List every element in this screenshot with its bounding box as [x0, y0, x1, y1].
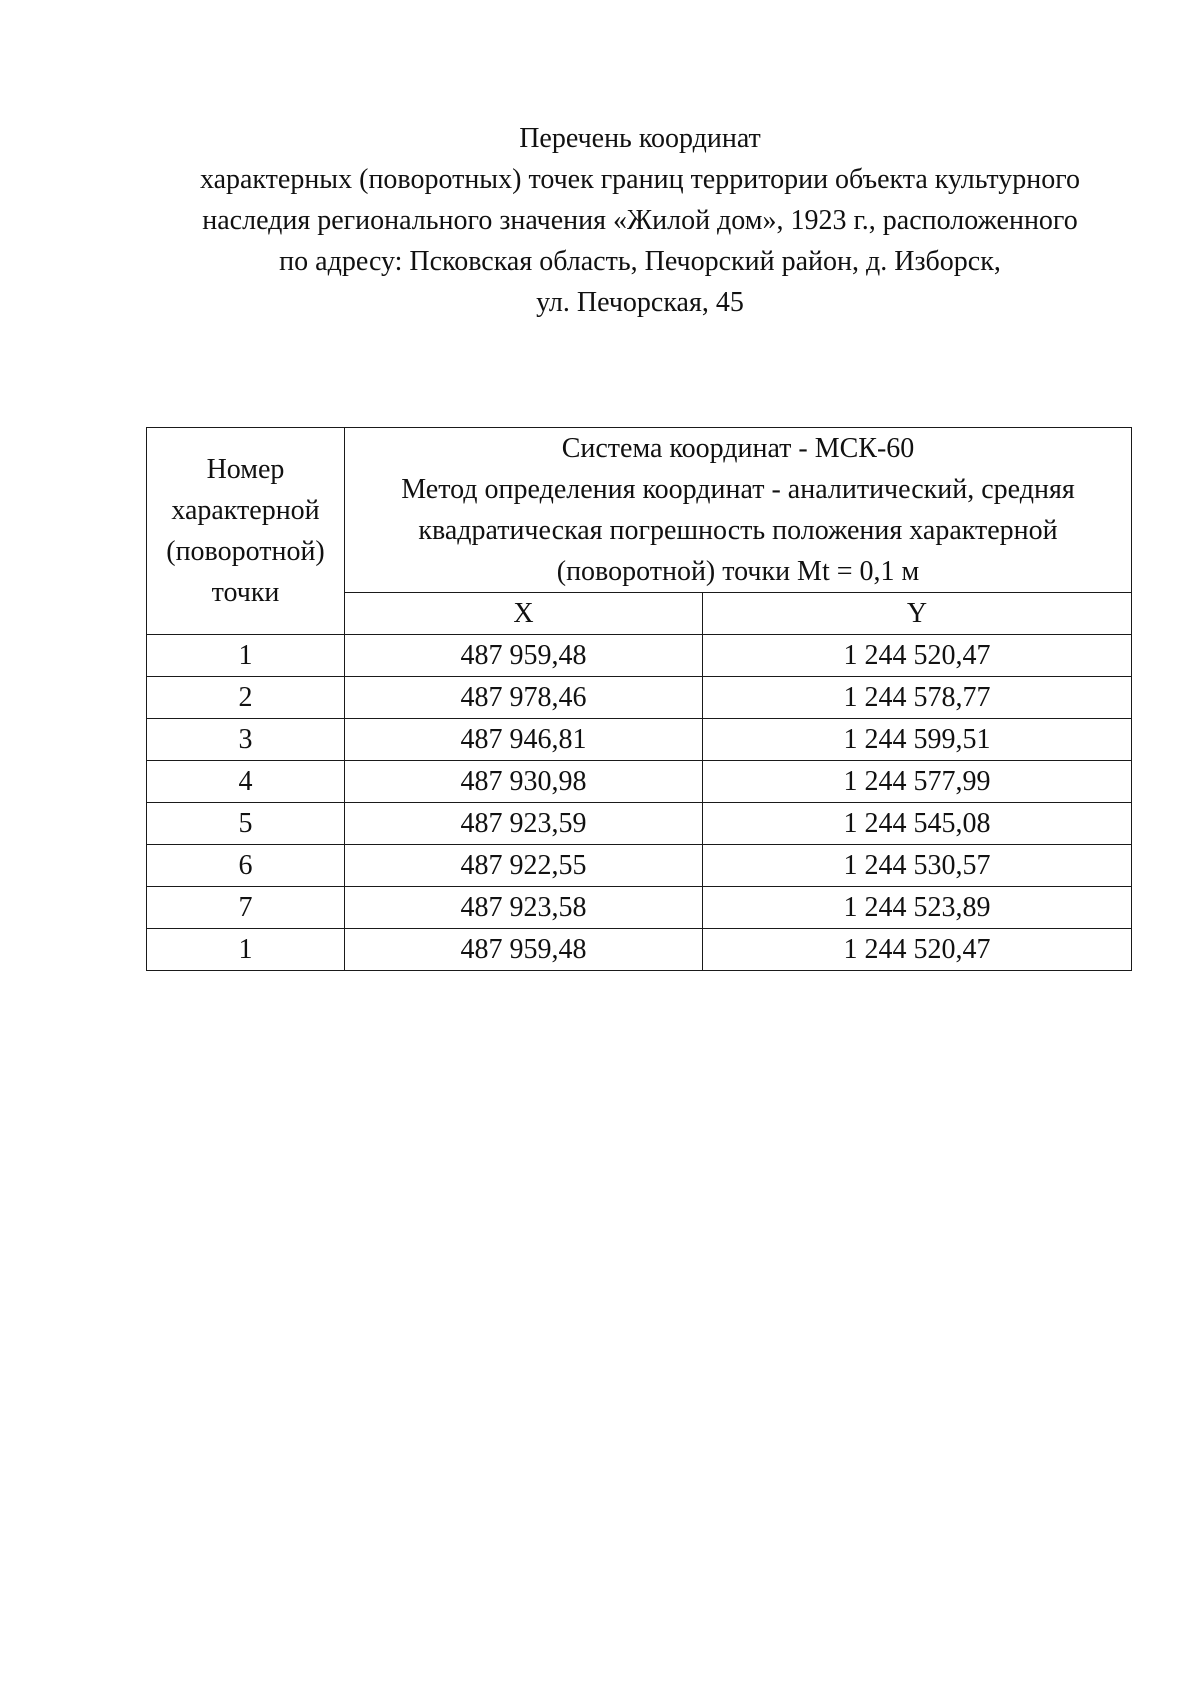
point-number-cell: 4: [147, 761, 345, 803]
table-row: [147, 677, 1132, 719]
x-coordinate-cell: 487 923,59: [345, 803, 703, 845]
heading-line: по адресу: Псковская область, Печорский район, д. Изборск,: [279, 246, 1001, 277]
point-number-header: [147, 428, 345, 635]
x-coordinate-cell: 487 923,58: [345, 887, 703, 929]
coordinates-table: [146, 427, 1132, 971]
y-coordinate-cell: 1 244 578,77: [703, 677, 1132, 719]
coordinate-system-header: [345, 428, 1132, 593]
header-line: (поворотной): [166, 536, 325, 567]
heading-line: ул. Печорская, 45: [536, 287, 744, 318]
x-coordinate-cell: 487 946,81: [345, 719, 703, 761]
point-number-cell: 2: [147, 677, 345, 719]
point-number-cell: 7: [147, 887, 345, 929]
table-row: [147, 761, 1132, 803]
y-coordinate-cell: 1 244 520,47: [703, 929, 1132, 971]
header-line: характерной: [171, 495, 320, 526]
x-coordinate-cell: 487 959,48: [345, 929, 703, 971]
point-number-cell: 1: [147, 929, 345, 971]
x-coordinate-cell: 487 930,98: [345, 761, 703, 803]
y-coordinate-cell: 1 244 530,57: [703, 845, 1132, 887]
heading-line: характерных (поворотных) точек границ территории объекта культурного: [199, 164, 1081, 195]
header-line: Метод определения координат - аналитический, средняя: [401, 474, 1075, 505]
point-number-cell: 6: [147, 845, 345, 887]
y-column-header: Y: [703, 593, 1132, 635]
table-row: [147, 719, 1132, 761]
point-number-cell: 3: [147, 719, 345, 761]
y-coordinate-cell: 1 244 577,99: [703, 761, 1132, 803]
table-row: [147, 887, 1132, 929]
header-line: Номер: [206, 454, 285, 485]
header-line: точки: [211, 577, 280, 608]
y-coordinate-cell: 1 244 523,89: [703, 887, 1132, 929]
header-line: Система координат - МСК-60: [561, 433, 915, 464]
heading-line: наследия регионального значения «Жилой дом», 1923 г., расположенного: [202, 205, 1078, 236]
table-row: [147, 845, 1132, 887]
table-row: [147, 635, 1132, 677]
heading-line: Перечень координат: [519, 123, 761, 154]
y-coordinate-cell: 1 244 545,08: [703, 803, 1132, 845]
header-line: квадратическая погрешность положения характерной: [418, 515, 1058, 546]
table-header-row: [147, 428, 1132, 593]
x-coordinate-cell: 487 922,55: [345, 845, 703, 887]
y-coordinate-cell: 1 244 599,51: [703, 719, 1132, 761]
x-coordinate-cell: 487 978,46: [345, 677, 703, 719]
table-row: [147, 803, 1132, 845]
document-heading: [150, 118, 1130, 323]
point-number-cell: 5: [147, 803, 345, 845]
point-number-cell: 1: [147, 635, 345, 677]
table-row: [147, 929, 1132, 971]
y-coordinate-cell: 1 244 520,47: [703, 635, 1132, 677]
x-coordinate-cell: 487 959,48: [345, 635, 703, 677]
header-line: (поворотной) точки Mt = 0,1 м: [556, 556, 920, 587]
x-column-header: X: [345, 593, 703, 635]
